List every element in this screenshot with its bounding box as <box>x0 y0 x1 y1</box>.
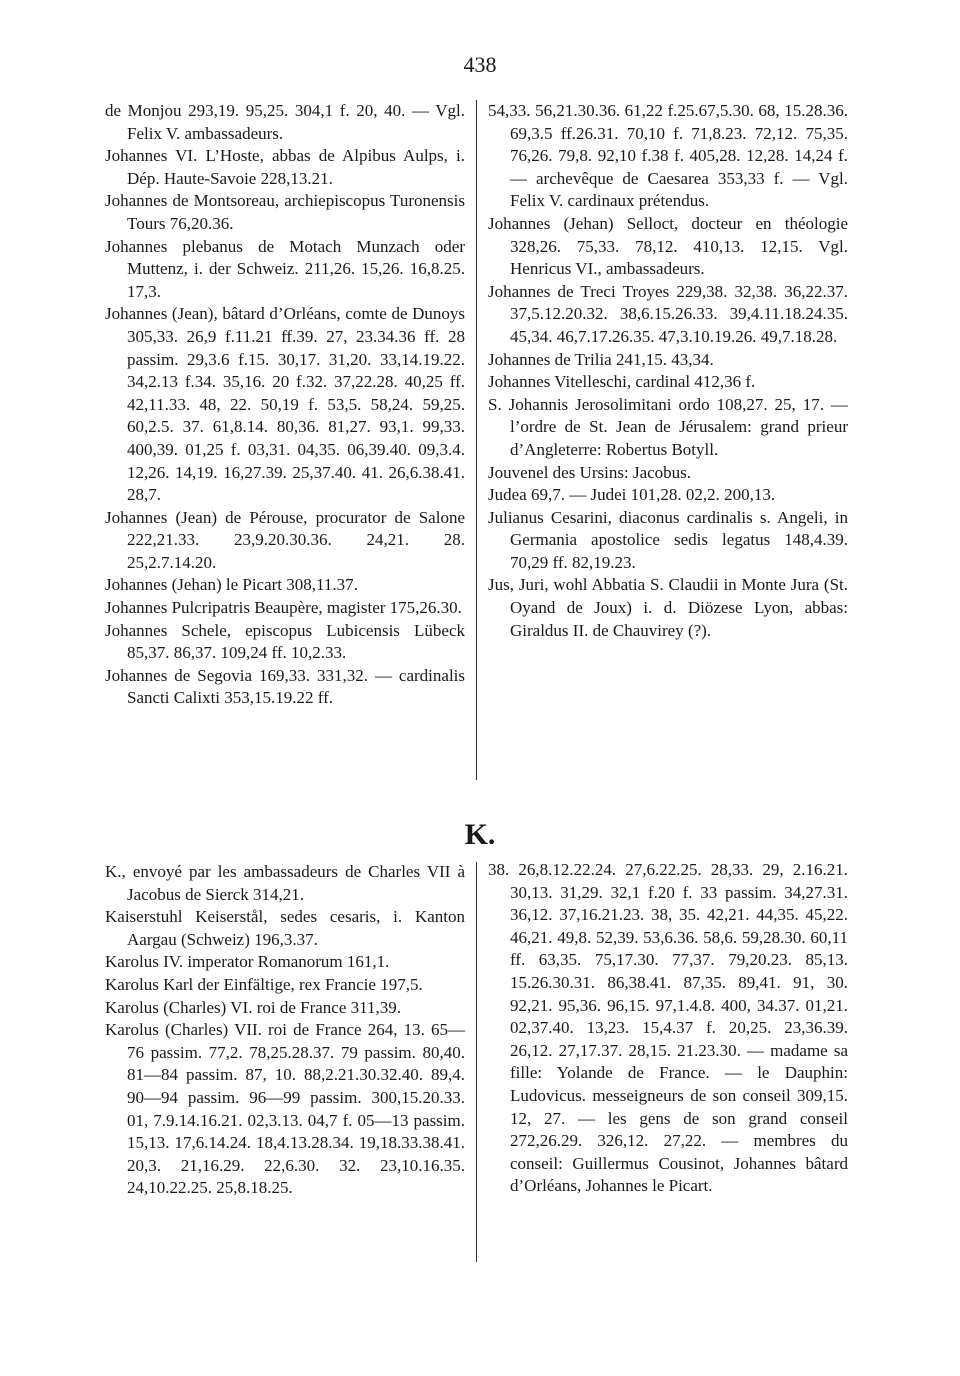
index-entry: 38. 26,8.12.22.24. 27,6.22.25. 28,33. 29, 2.16.21. 30,13. 31,29. 32,1 f.20 f. 33 passim. 34,27.31. 36,12. 37,16.21.23. 38, 35. 42,21. 44,35. 45,22. 46,21. 49,8. 52,39. 53,6.36. 58,6. 59,28.30. 60,11 ff. 63,35. 75,17.30. 77,37. 79,20.23. 85,13. 15.26.30.31. 86,38.41. 87,35. 89,41. 91, 30. 92,21. 95,36. 96,15. 97,1.4.8. 400, 34.37. 01,21. 02,37.40. 13,23. 15,4.37 f. 20,25. 23,36.39. 26,12. 27,17.37. 28,15. 21.23.30. — madame sa fille: Yolande de France. — le Dauphin: Ludovicus. messeigneurs de son conseil 309,15. 12, 27. — les gens de son grand conseil 272,26.29. 326,12. 27,22. — membres du conseil: Guillermus Cousinot, Johannes bâtard d’Orléans, Johannes le Picart. <box>488 860 848 1196</box>
index-entry: S. Johannis Jerosolimitani ordo 108,27. 25, 17. — l’ordre de St. Jean de Jérusalem: grand prieur d’Angleterre: Robertus Botyll. <box>488 394 848 459</box>
index-entry: Karolus Karl der Einfältige, rex Francie 197,5. <box>105 974 423 994</box>
index-entry: Johannes de Trilia 241,15. 43,34. <box>488 349 714 369</box>
index-entry: Johannes Pulcripatris Beaupère, magister 175,26.30. <box>105 598 462 618</box>
index-entry: Judea 69,7. — Judei 101,28. 02,2. 200,13. <box>488 485 776 505</box>
index-column-bottom-right <box>488 859 848 1198</box>
index-column-top-right <box>488 100 848 642</box>
index-entry: Johannes de Montsoreau, archiepiscopus Turonensis Tours 76,20.36. <box>105 191 465 233</box>
index-entry: Johannes de Segovia 169,33. 331,32. — cardinalis Sancti Calixti 353,15.19.22 ff. <box>105 665 465 708</box>
index-entry: 54,33. 56,21.30.36. 61,22 f.25.67,5.30. 68, 15.28.36. 69,3.5 ff.26.31. 70,10 f. 71,8.23. 72,12. 75,35. 76,26. 79,8. 92,10 f.38 f. 405,28. 12,28. 14,24 f. — archevêque de Caesarea 353,33 f. — Vgl. Felix V. cardinaux prétendus. <box>488 101 848 211</box>
index-entry: K., envoyé par les ambassadeurs de Charles VII à Jacobus de Sierck 314,21. <box>105 862 465 904</box>
index-entry: Johannes de Treci Troyes 229,38. 32,38. 36,22.37. 37,5.12.20.32. 38,6.15.26.33. 39,4.11.18.24.35. 45,34. 46,7.17.26.35. 47,3.10.19.26. 49,7.18.28. <box>488 281 848 346</box>
index-entry: Karolus IV. imperator Romanorum 161,1. <box>105 952 390 972</box>
index-entry: Johannes plebanus de Motach Munzach oder Muttenz, i. der Schweiz. 211,26. 15,26. 16,8.25. 17,3. <box>105 236 465 301</box>
section-heading: K. <box>464 818 496 851</box>
index-entry: Johannes (Jean) de Pérouse, procurator de Salone 222,21.33. 23,9.20.30.36. 24,21. 28. 25,2.7.14.20. <box>105 507 465 572</box>
index-entry: Karolus (Charles) VI. roi de France 311,39. <box>105 997 402 1017</box>
page-number: 438 <box>463 52 497 77</box>
index-column-bottom-left <box>105 861 465 1200</box>
index-entry: Johannes Vitelleschi, cardinal 412,36 f. <box>488 372 756 392</box>
column-divider <box>476 100 477 780</box>
index-entry: Kaiserstuhl Keiserstål, sedes cesaris, i. Kanton Aargau (Schweiz) 196,3.37. <box>105 907 465 949</box>
index-entry: Julianus Cesarini, diaconus cardinalis s. Angeli, in Germania apostolice sedis legatus 148,4.39. 70,29 ff. 82,19.23. <box>488 507 848 572</box>
index-entry: Jouvenel des Ursins: Jacobus. <box>488 462 692 482</box>
index-entry: Johannes (Jehan) Selloct, docteur en théologie 328,26. 75,33. 78,12. 410,13. 12,15. Vgl. Henricus VI., ambassadeurs. <box>488 213 848 279</box>
index-entry: Johannes VI. L’Hoste, abbas de Alpibus Aulps, i. Dép. Haute-Savoie 228,13.21. <box>105 146 465 188</box>
index-column-top-left <box>105 100 465 710</box>
column-divider <box>476 862 477 1262</box>
index-entry: Karolus (Charles) VII. roi de France 264, 13. 65—76 passim. 77,2. 78,25.28.37. 79 passim. 80,40. 81—84 passim. 87, 10. 88,2.21.30.32.40. 89,4. 90—94 passim. 96—99 passim. 300,15.20.33. 01, 7.9.14.16.21. 02,3.13. 04,7 f. 05—13 passim. 15,13. 17,6.14.24. 18,4.13.28.34. 19,18.33.38.41. 20,3. 21,16.29. 22,6.30. 32. 23,10.16.35. 24,10.22.25. 25,8.18.25. <box>105 1020 465 1198</box>
index-entry: Johannes Schele, episcopus Lubicensis Lübeck 85,37. 86,37. 109,24 ff. 10,2.33. <box>105 620 465 663</box>
index-entry: Johannes (Jean), bâtard d’Orléans, comte de Dunoys 305,33. 26,9 f.11.21 ff.39. 27, 23.34.36 ff. 28 passim. 29,3.6 f.15. 30,17. 31,20. 33,14.19.22. 34,2.13 f.34. 35,16. 20 f.32. 37,22.28. 40,25 ff. 42,11.33. 48, 22. 50,19 f. 53,5. 58,24. 59,25. 60,2.5. 37. 61,8.14. 80,36. 81,27. 93,1. 99,33. 400,39. 01,25 f. 03,31. 04,35. 06,39.40. 09,3.4. 12,26. 14,19. 16,27.39. 25,37.40. 41. 26,6.38.41. 28,7. <box>105 304 465 505</box>
index-entry: Johannes (Jehan) le Picart 308,11.37. <box>105 575 358 595</box>
index-entry: de Monjou 293,19. 95,25. 304,1 f. 20, 40. — Vgl. Felix V. ambassadeurs. <box>105 101 465 143</box>
index-entry: Jus, Juri, wohl Abbatia S. Claudii in Monte Jura (St. Oyand de Joux) i. d. Diözese Lyon, abbas: Giraldus II. de Chauvirey (?). <box>488 575 848 640</box>
